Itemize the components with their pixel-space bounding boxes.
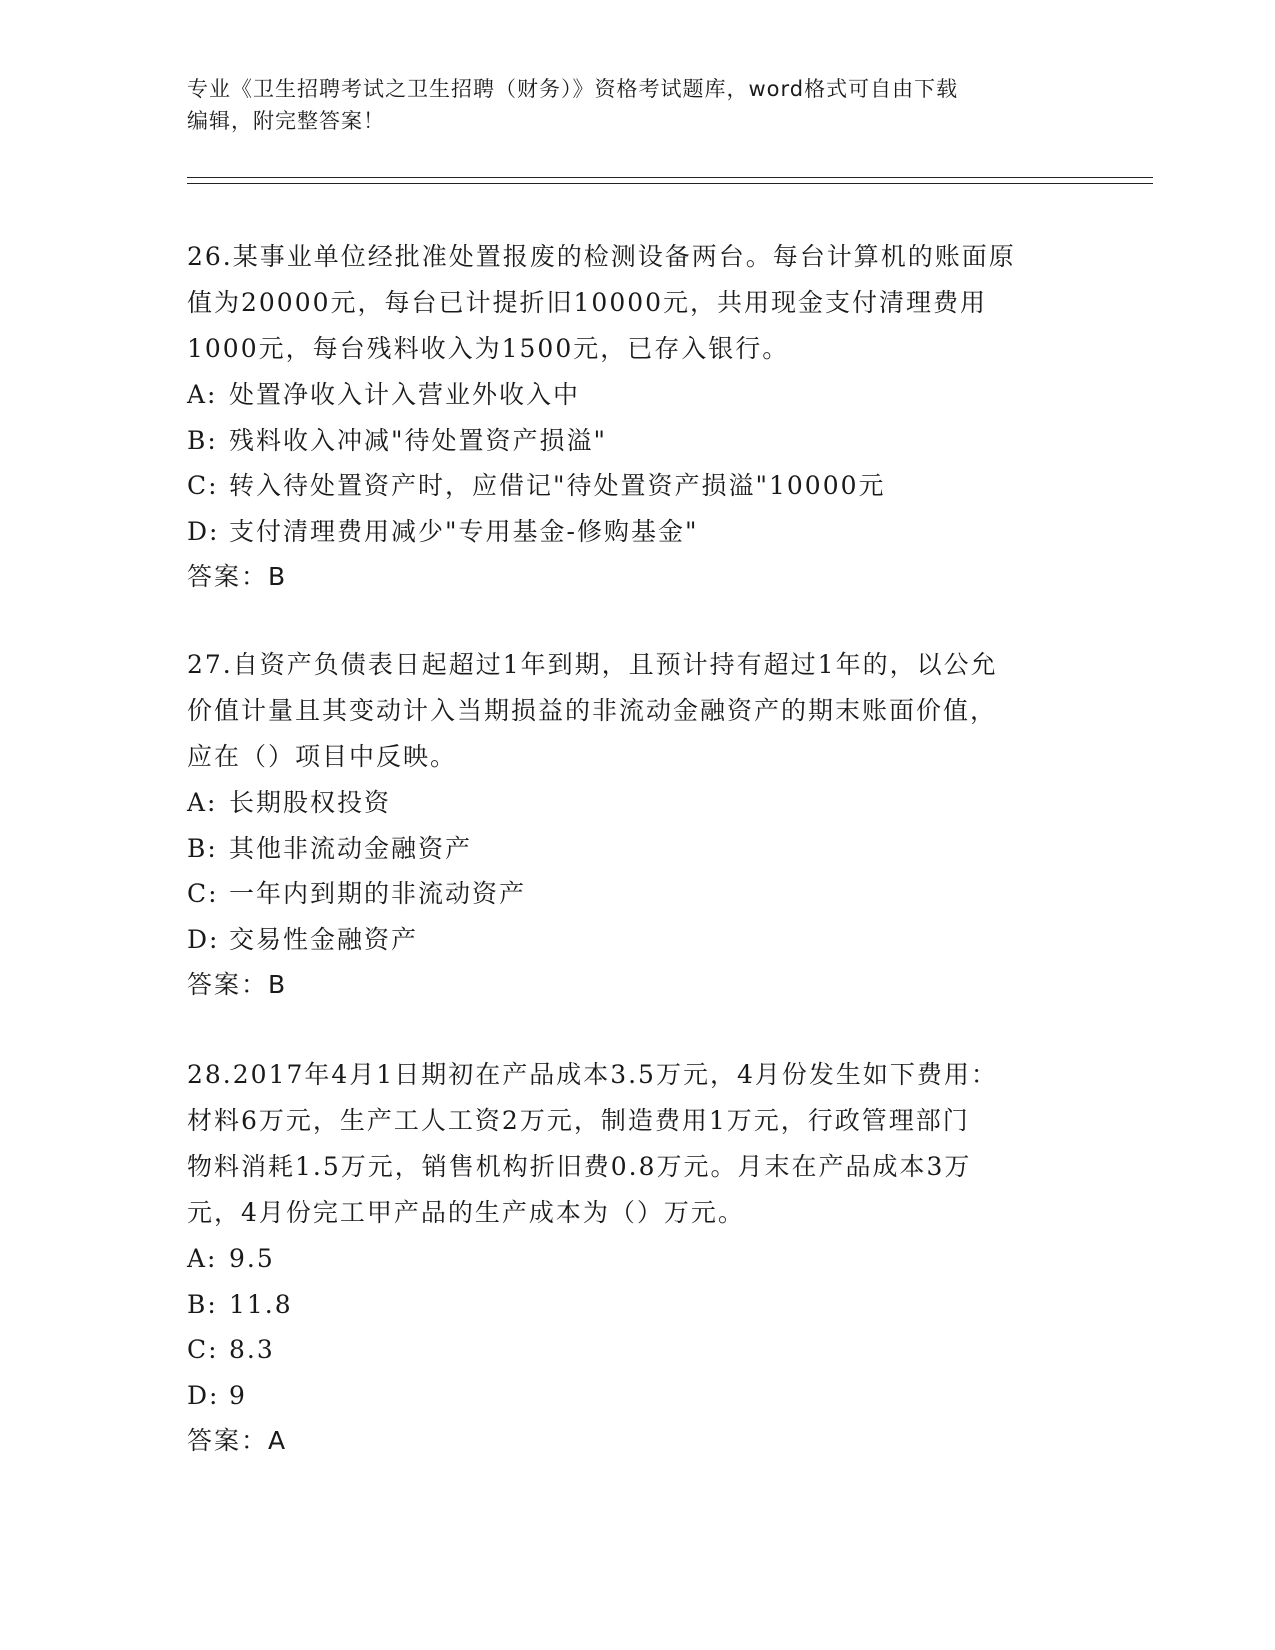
answer-label: 答案：B — [187, 562, 288, 591]
option-c — [187, 871, 1077, 917]
option-d — [187, 917, 1077, 963]
option-b — [187, 1282, 1077, 1328]
question-text-line: 值为20000元，每台已计提折旧10000元，共用现金支付清理费用 — [187, 288, 988, 317]
option-a — [187, 1236, 1077, 1282]
question-text-line: 材料6万元，生产工人工资2万元，制造费用1万元，行政管理部门 — [187, 1106, 970, 1135]
option-text: 残料收入冲减"待处置资产损溢" — [229, 425, 607, 455]
option-text: 9.5 — [229, 1244, 275, 1273]
option-text: 处置净收入计入营业外收入中 — [229, 380, 581, 409]
header-line-2: 编辑，附完整答案！ — [187, 109, 385, 133]
option-letter: C: — [187, 471, 219, 500]
header-divider-bottom — [187, 183, 1153, 184]
option-text: 其他非流动金融资产 — [229, 833, 473, 863]
answer-label: 答案：A — [187, 1426, 288, 1455]
option-text: 11.8 — [229, 1289, 293, 1319]
option-letter: D: — [187, 924, 220, 954]
option-c — [187, 463, 1077, 509]
option-b — [187, 418, 1077, 464]
question-text-line: 27.自资产负债表日起超过1年到期，且预计持有超过1年的，以公允 — [187, 650, 998, 679]
question-text-line: 应在（）项目中反映。 — [187, 742, 458, 771]
option-b — [187, 826, 1077, 872]
document-header — [187, 73, 1067, 137]
option-a — [187, 372, 1077, 418]
option-letter: B: — [187, 1289, 218, 1319]
option-text: 交易性金融资产 — [229, 924, 419, 954]
option-letter: A: — [187, 1244, 218, 1273]
option-letter: C: — [187, 1335, 219, 1364]
option-text: 支付清理费用减少"专用基金-修购基金" — [229, 516, 699, 546]
question-text-line: 28.2017年4月1日期初在产品成本3.5万元，4月份发生如下费用： — [187, 1060, 998, 1089]
question-28 — [187, 1052, 1077, 1464]
option-letter: A: — [187, 380, 218, 409]
option-text: 转入待处置资产时，应借记"待处置资产损溢"10000元 — [229, 471, 886, 500]
option-text: 长期股权投资 — [229, 788, 392, 817]
question-text-line: 1000元，每台残料收入为1500元，已存入银行。 — [187, 334, 790, 363]
option-letter: B: — [187, 425, 218, 455]
answer-label: 答案：B — [187, 970, 288, 999]
question-26 — [187, 234, 1077, 600]
option-d — [187, 509, 1077, 555]
header-divider-top — [187, 177, 1153, 178]
question-text-line: 26.某事业单位经批准处置报废的检测设备两台。每台计算机的账面原 — [187, 242, 1016, 271]
option-a — [187, 780, 1077, 826]
option-letter: A: — [187, 788, 218, 817]
question-text-line: 物料消耗1.5万元，销售机构折旧费0.8万元。月末在产品成本3万 — [187, 1152, 972, 1181]
header-line-1: 专业《卫生招聘考试之卫生招聘（财务）》资格考试题库，word格式可自由下载 — [187, 77, 959, 101]
option-letter: D: — [187, 1380, 220, 1410]
option-text: 9 — [229, 1380, 247, 1410]
option-letter: D: — [187, 516, 220, 546]
question-text-line: 元，4月份完工甲产品的生产成本为（）万元。 — [187, 1198, 745, 1227]
option-text: 8.3 — [229, 1335, 275, 1364]
option-c — [187, 1327, 1077, 1373]
question-text-line: 价值计量且其变动计入当期损益的非流动金融资产的期末账面价值， — [187, 696, 998, 725]
option-letter: C: — [187, 879, 219, 908]
option-text: 一年内到期的非流动资产 — [229, 879, 527, 908]
question-27 — [187, 642, 1077, 1008]
option-letter: B: — [187, 833, 218, 863]
option-d — [187, 1373, 1077, 1419]
